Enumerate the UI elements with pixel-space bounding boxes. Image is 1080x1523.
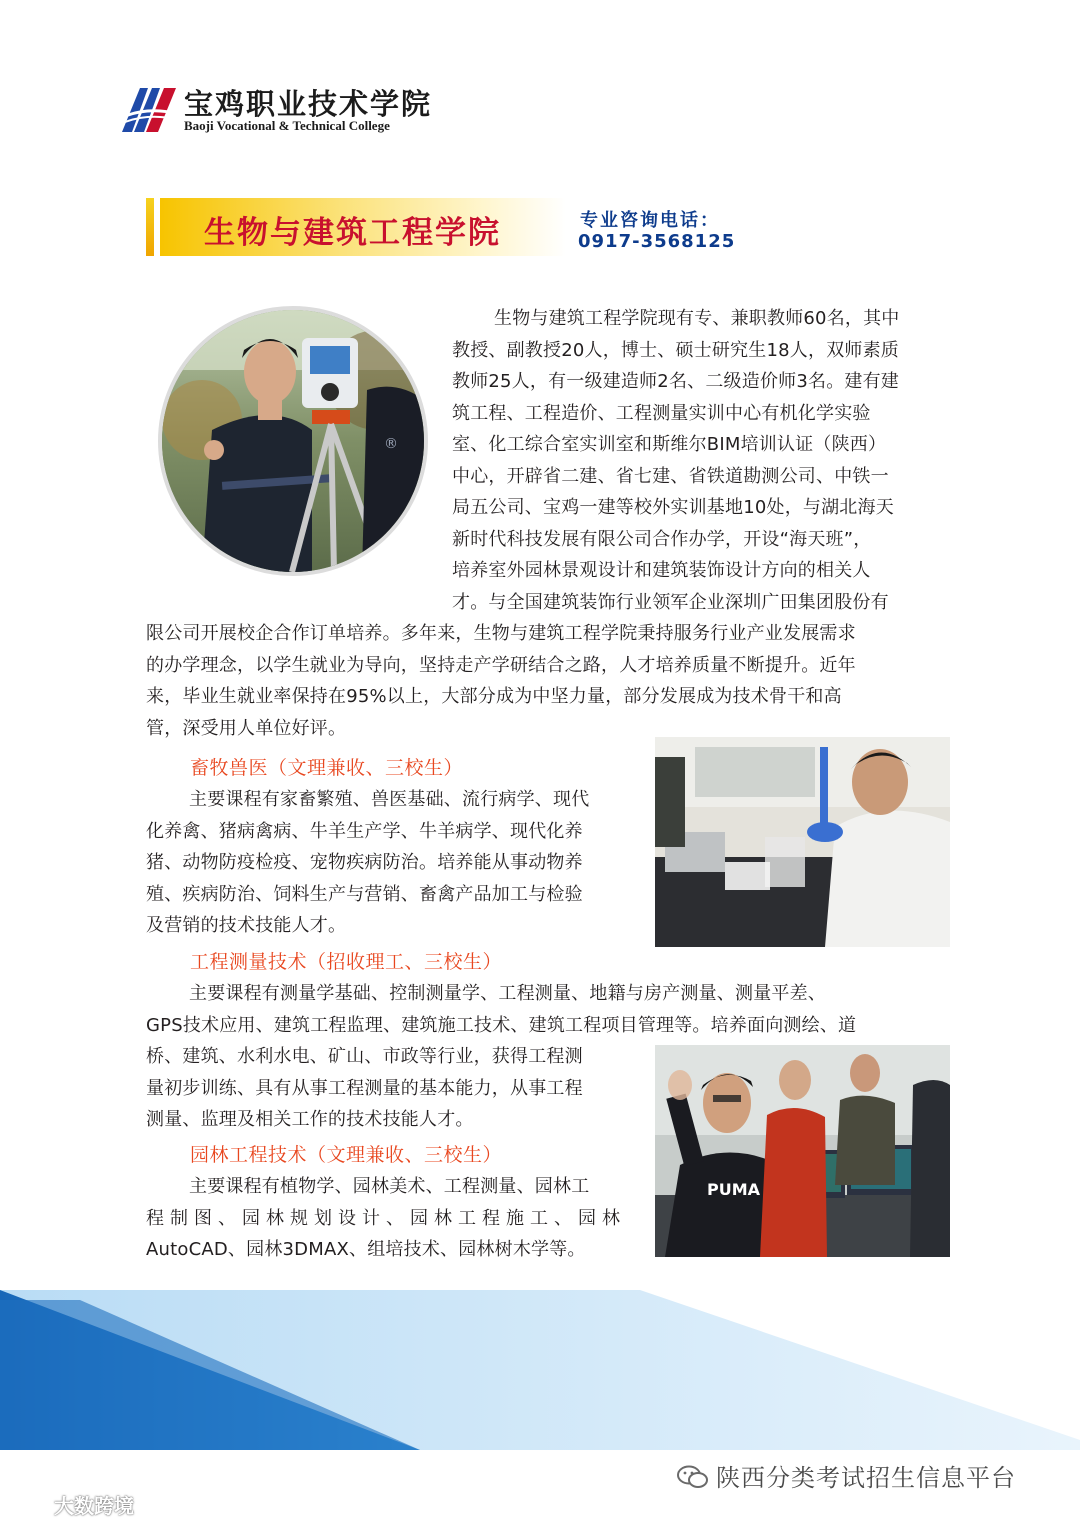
intro-line: 才。与全国建筑装饰行业领军企业深圳广田集团股份有	[452, 591, 889, 613]
consult-phone: 0917-3568125	[578, 231, 736, 252]
wechat-icon	[676, 1465, 710, 1489]
section-title: 生物与建筑工程学院	[204, 215, 501, 251]
college-logo	[118, 80, 458, 140]
watermark-text: 大数跨境	[54, 1494, 134, 1518]
intro-line: 教授、副教授20人，博士、硕士研究生18人，双师素质	[452, 339, 900, 361]
classroom-students-photo	[655, 1045, 950, 1257]
shirt-brand-text: PUMA	[707, 1180, 761, 1199]
major-line: 桥、建筑、水利水电、矿山、市政等行业，获得工程测	[146, 1046, 583, 1067]
shirt-mark: ®	[384, 436, 398, 452]
consult-label: 专业咨询电话：	[580, 210, 720, 231]
intro-line: 生物与建筑工程学院现有专、兼职教师60名，其中	[494, 308, 900, 329]
major-line: AutoCAD、园林3DMAX、组培技术、园林树木学等。	[146, 1239, 586, 1260]
lab-student-photo	[655, 737, 950, 947]
intro-line: 限公司开展校企合作订单培养。多年来，生物与建筑工程学院秉持服务行业产业发展需求	[146, 623, 856, 644]
intro-line: 的办学理念，以学生就业为导向，坚持走产学研结合之路，人才培养质量不断提升。近年	[146, 654, 856, 676]
college-name-en: Baoji Vocational & Technical College	[184, 118, 390, 133]
major-line: 主要课程有家畜繁殖、兽医基础、流行病学、现代	[189, 789, 590, 810]
college-emblem-icon	[118, 84, 180, 134]
classroom-illustration	[655, 1045, 950, 1257]
surveying-illustration	[162, 310, 424, 572]
intro-line: 室、化工综合室实训室和斯维尔BIM培训认证（陕西）	[452, 434, 887, 455]
intro-paragraph-full	[146, 618, 952, 744]
intro-line: 培养室外园林景观设计和建筑装饰设计方向的相关人	[452, 560, 871, 581]
major-line: 殖、疾病防治、饲料生产与营销、畜禽产品加工与检验	[146, 883, 583, 905]
intro-line: 教师25人，有一级建造师2名、二级造价师3名。建有建	[452, 371, 900, 392]
intro-line: 新时代科技发展有限公司合作办学，开设“海天班”，	[452, 528, 872, 550]
college-name-cn: 宝鸡职业技术学院	[184, 87, 433, 121]
intro-line: 管，深受用人单位好评。	[146, 717, 347, 739]
major-desc-animal-husbandry	[146, 784, 646, 942]
intro-paragraph-wrapped	[452, 303, 952, 618]
major-line: 测量、监理及相关工作的技术技能人才。	[146, 1109, 474, 1130]
watermark-logo-icon	[12, 1495, 52, 1517]
major-line: 主要课程有测量学基础、控制测量学、工程测量、地籍与房产测量、测量平差、	[189, 983, 826, 1004]
major-line: 猪、动物防疫检疫、宠物疾病防治。培养能从事动物养	[146, 852, 583, 873]
major-line: 量初步训练、具有从事工程测量的基本能力，从事工程	[146, 1077, 583, 1099]
intro-line: 来，毕业生就业率保持在95%以上，大部分成为中坚力量，部分发展成为技术骨干和高	[146, 686, 842, 707]
wechat-account-name: 陕西分类考试招生信息平台	[716, 1464, 1016, 1492]
major-line: 及营销的技术技能人才。	[146, 915, 347, 936]
major-desc-landscape	[146, 1171, 646, 1266]
wechat-account	[676, 1458, 1016, 1493]
section-banner	[146, 198, 566, 256]
major-title-animal-husbandry: 畜牧兽医（文理兼收、三校生）	[190, 757, 464, 779]
major-line: 程制图、园林规划设计、园林工程施工、园林	[146, 1207, 626, 1229]
watermark	[12, 1490, 134, 1519]
intro-line: 中心，开辟省二建、省七建、省铁道勘测公司、中铁一	[452, 465, 889, 487]
major-line: GPS技术应用、建筑工程监理、建筑施工技术、建筑工程项目管理等。培养面向测绘、道	[146, 1014, 857, 1036]
intro-line: 局五公司、宝鸡一建等校外实训基地10处，与湖北海天	[452, 497, 894, 518]
surveying-student-photo	[158, 306, 428, 576]
major-line: 化养禽、猪病禽病、牛羊生产学、牛羊病学、现代化养	[146, 820, 583, 842]
major-title-surveying: 工程测量技术（招收理工、三校生）	[190, 951, 503, 973]
intro-line: 筑工程、工程造价、工程测量实训中心有机化学实验	[452, 402, 871, 424]
lab-illustration	[655, 737, 950, 947]
banner-accent-bar	[146, 198, 154, 256]
major-title-landscape: 园林工程技术（文理兼收、三校生）	[190, 1144, 503, 1166]
major-line: 主要课程有植物学、园林美术、工程测量、园林工	[189, 1176, 590, 1197]
